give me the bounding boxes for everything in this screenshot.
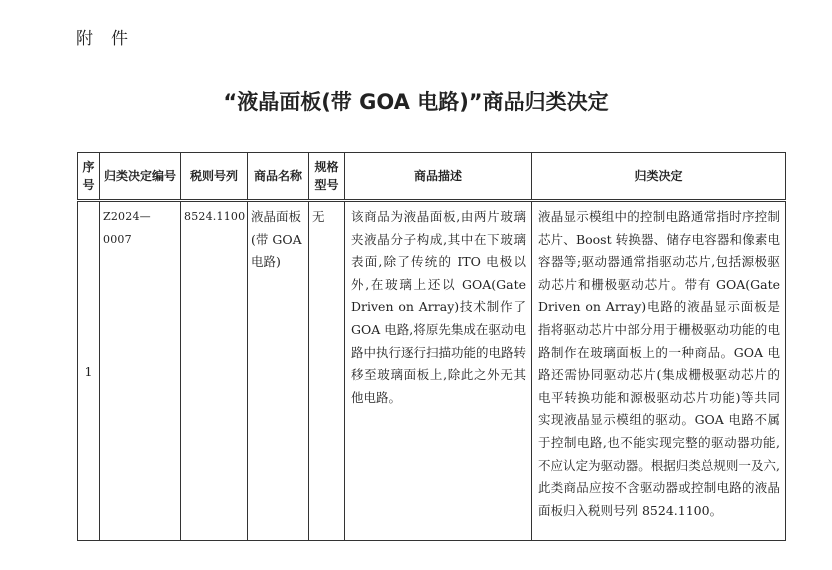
table-row: [78, 201, 786, 541]
header-tariff: 税则号列: [181, 153, 248, 201]
header-code: 归类决定编号: [100, 153, 181, 201]
cell-spec: 无: [309, 201, 345, 541]
header-decision: 归类决定: [532, 153, 786, 201]
cell-name: 液晶面板(带 GOA 电路): [248, 201, 309, 541]
cell-tariff: 8524.1100: [181, 201, 248, 541]
header-name: 商品名称: [248, 153, 309, 201]
attachment-label: 附件: [76, 29, 146, 49]
cell-decision: 液晶显示模组中的控制电路通常指时序控制芯片、Boost 转换器、储存电容器和像素电容器等;驱动器通常指驱动芯片,包括源极驱动芯片和栅极驱动芯片。带有 GOA(Gate Driven on Array)电路的液晶显示面板是指将驱动芯片中部分用于栅极驱动功能的电路制作在玻璃面板上的一种商品。GOA 电路还需协同驱动芯片(集成栅极驱动芯片的电平转换功能和源极驱动芯片功能)等共同实现液晶显示模组的驱动。GOA 电路不属于控制电路,也不能实现完整的驱动器功能,不应认定为驱动器。根据归类总规则一及六,此类商品应按不含驱动器或控制电路的液晶面板归入税则号列 8524.1100。: [532, 201, 786, 541]
header-spec: 规格型号: [309, 153, 345, 201]
header-seq: 序号: [78, 153, 100, 201]
document-title: “液晶面板(带 GOA 电路)”商品归类决定: [223, 90, 609, 114]
cell-description: 该商品为液晶面板,由两片玻璃夹液晶分子构成,其中在下玻璃表面,除了传统的 ITO 电极以外,在玻璃上还以 GOA(Gate Driven on Array)技术制作了 GOA 电路,将原先集成在驱动电路中执行逐行扫描功能的电路转移至玻璃面板上,除此之外无其他电路。: [345, 201, 532, 541]
table-header-row: [78, 153, 786, 201]
cell-seq: 1: [78, 201, 100, 541]
classification-table: [77, 152, 786, 541]
header-description: 商品描述: [345, 153, 532, 201]
cell-code: Z2024—0007: [100, 201, 181, 541]
